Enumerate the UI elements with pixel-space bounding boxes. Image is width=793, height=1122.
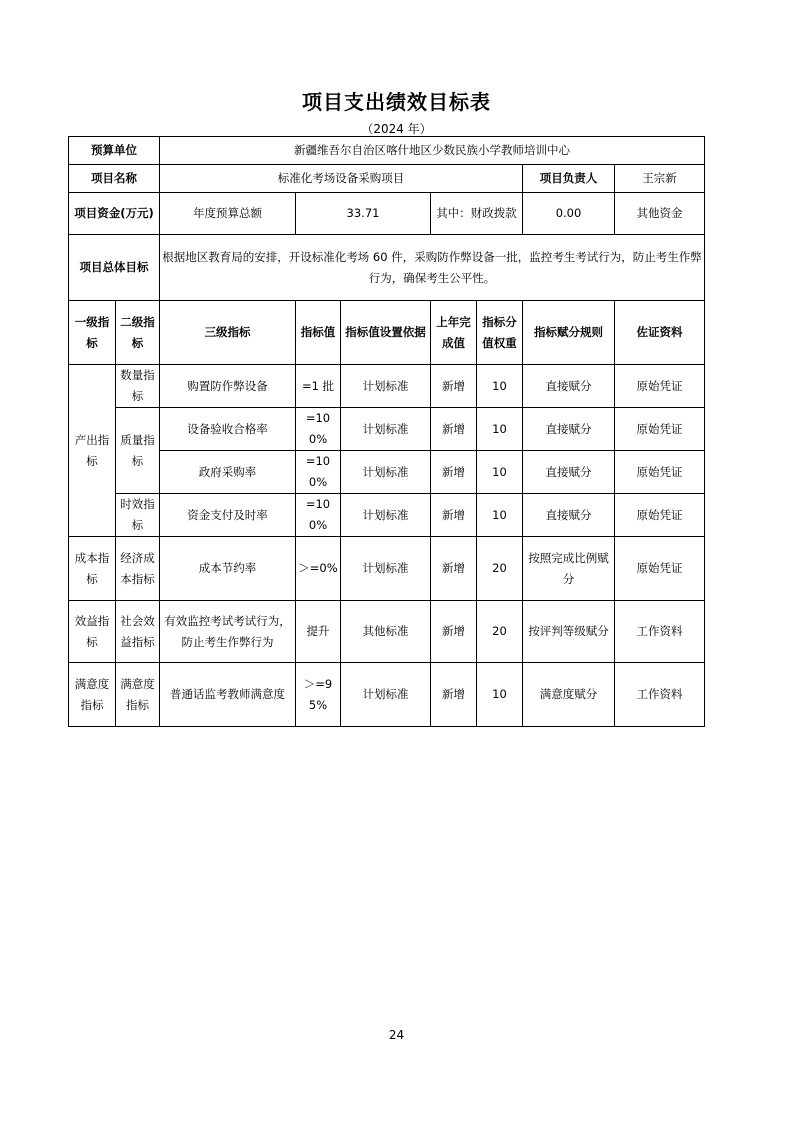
weight-cell: 10	[477, 408, 523, 451]
basis-cell: 计划标准	[341, 365, 431, 408]
basis-cell: 计划标准	[341, 663, 431, 727]
rule-cell: 直接赋分	[523, 451, 615, 494]
weight-cell: 10	[477, 494, 523, 537]
col-last-year: 上年完成值	[431, 301, 477, 365]
annual-total-value: 33.71	[296, 193, 431, 235]
project-name-label: 项目名称	[69, 165, 160, 193]
evidence-cell: 原始凭证	[615, 451, 705, 494]
rule-cell: 满意度赋分	[523, 663, 615, 727]
funds-label: 项目资金(万元)	[69, 193, 160, 235]
indicator-cell: 购置防作弊设备	[160, 365, 296, 408]
goal-row	[69, 235, 705, 301]
unit-row	[69, 137, 705, 165]
rule-cell: 直接赋分	[523, 408, 615, 451]
other-label: 其他资金	[615, 193, 705, 235]
value-cell: =1 批	[296, 365, 341, 408]
evidence-cell: 原始凭证	[615, 365, 705, 408]
col-level1: 一级指标	[69, 301, 116, 365]
subgroup-social: 社会效益指标	[116, 601, 160, 663]
evidence-cell: 原始凭证	[615, 537, 705, 601]
last-year-cell: 新增	[431, 494, 477, 537]
group-benefit: 效益指标	[69, 601, 116, 663]
value-cell: ＞=0%	[296, 537, 341, 601]
indicator-cell: 成本节约率	[160, 537, 296, 601]
evidence-cell: 工作资料	[615, 601, 705, 663]
last-year-cell: 新增	[431, 408, 477, 451]
page-number: 24	[388, 1028, 405, 1042]
indicator-cell: 政府采购率	[160, 451, 296, 494]
evidence-cell: 工作资料	[615, 663, 705, 727]
last-year-cell: 新增	[431, 451, 477, 494]
unit-value: 新疆维吾尔自治区喀什地区少数民族小学教师培训中心	[160, 137, 705, 165]
rule-cell: 按评判等级赋分	[523, 601, 615, 663]
table-row	[69, 537, 705, 601]
rule-cell: 按照完成比例赋分	[523, 537, 615, 601]
subgroup-quality: 质量指标	[116, 408, 160, 494]
weight-cell: 20	[477, 537, 523, 601]
indicator-cell: 资金支付及时率	[160, 494, 296, 537]
goal-text: 根据地区教育局的安排，开设标准化考场 60 件，采购防作弊设备一批，监控考生考试行为，防止考生作弊行为，确保考生公平性。	[160, 235, 705, 301]
document-title: 项目支出绩效目标表	[302, 90, 491, 114]
col-evidence: 佐证资料	[615, 301, 705, 365]
basis-cell: 计划标准	[341, 537, 431, 601]
fiscal-value: 0.00	[523, 193, 615, 235]
value-cell: =100%	[296, 408, 341, 451]
table-row	[69, 494, 705, 537]
last-year-cell: 新增	[431, 601, 477, 663]
indicator-cell: 有效监控考试考试行为，防止考生作弊行为	[160, 601, 296, 663]
project-name-row	[69, 165, 705, 193]
col-level3: 三级指标	[160, 301, 296, 365]
annual-total-label: 年度预算总额	[160, 193, 296, 235]
evidence-cell: 原始凭证	[615, 408, 705, 451]
value-cell: ＞=95%	[296, 663, 341, 727]
col-rule: 指标赋分规则	[523, 301, 615, 365]
value-cell: 提升	[296, 601, 341, 663]
subgroup-quantity: 数量指标	[116, 365, 160, 408]
basis-cell: 计划标准	[341, 408, 431, 451]
col-basis: 指标值设置依据	[341, 301, 431, 365]
subgroup-timeliness: 时效指标	[116, 494, 160, 537]
project-name-value: 标准化考场设备采购项目	[160, 165, 523, 193]
basis-cell: 计划标准	[341, 451, 431, 494]
group-output: 产出指标	[69, 365, 116, 537]
weight-cell: 10	[477, 451, 523, 494]
col-weight: 指标分值权重	[477, 301, 523, 365]
goal-label: 项目总体目标	[69, 235, 160, 301]
rule-cell: 直接赋分	[523, 365, 615, 408]
subgroup-economic: 经济成本指标	[116, 537, 160, 601]
funds-row	[69, 193, 705, 235]
indicator-cell: 设备验收合格率	[160, 408, 296, 451]
weight-cell: 10	[477, 365, 523, 408]
table-row	[69, 663, 705, 727]
subgroup-satisfaction: 满意度指标	[116, 663, 160, 727]
weight-cell: 20	[477, 601, 523, 663]
rule-cell: 直接赋分	[523, 494, 615, 537]
col-value: 指标值	[296, 301, 341, 365]
table-row	[69, 408, 705, 451]
evidence-cell: 原始凭证	[615, 494, 705, 537]
performance-target-table	[68, 136, 705, 727]
last-year-cell: 新增	[431, 537, 477, 601]
col-level2: 二级指标	[116, 301, 160, 365]
owner-label: 项目负责人	[523, 165, 615, 193]
last-year-cell: 新增	[431, 663, 477, 727]
table-row	[69, 601, 705, 663]
value-cell: =100%	[296, 494, 341, 537]
value-cell: =100%	[296, 451, 341, 494]
table-row	[69, 451, 705, 494]
fiscal-label: 其中：财政拨款	[431, 193, 523, 235]
column-header-row	[69, 301, 705, 365]
table-row	[69, 365, 705, 408]
basis-cell: 计划标准	[341, 494, 431, 537]
document-year: （2024 年）	[361, 122, 432, 136]
weight-cell: 10	[477, 663, 523, 727]
indicator-cell: 普通话监考教师满意度	[160, 663, 296, 727]
group-satisfaction: 满意度指标	[69, 663, 116, 727]
basis-cell: 其他标准	[341, 601, 431, 663]
owner-value: 王宗新	[615, 165, 705, 193]
group-cost: 成本指标	[69, 537, 116, 601]
last-year-cell: 新增	[431, 365, 477, 408]
unit-label: 预算单位	[69, 137, 160, 165]
